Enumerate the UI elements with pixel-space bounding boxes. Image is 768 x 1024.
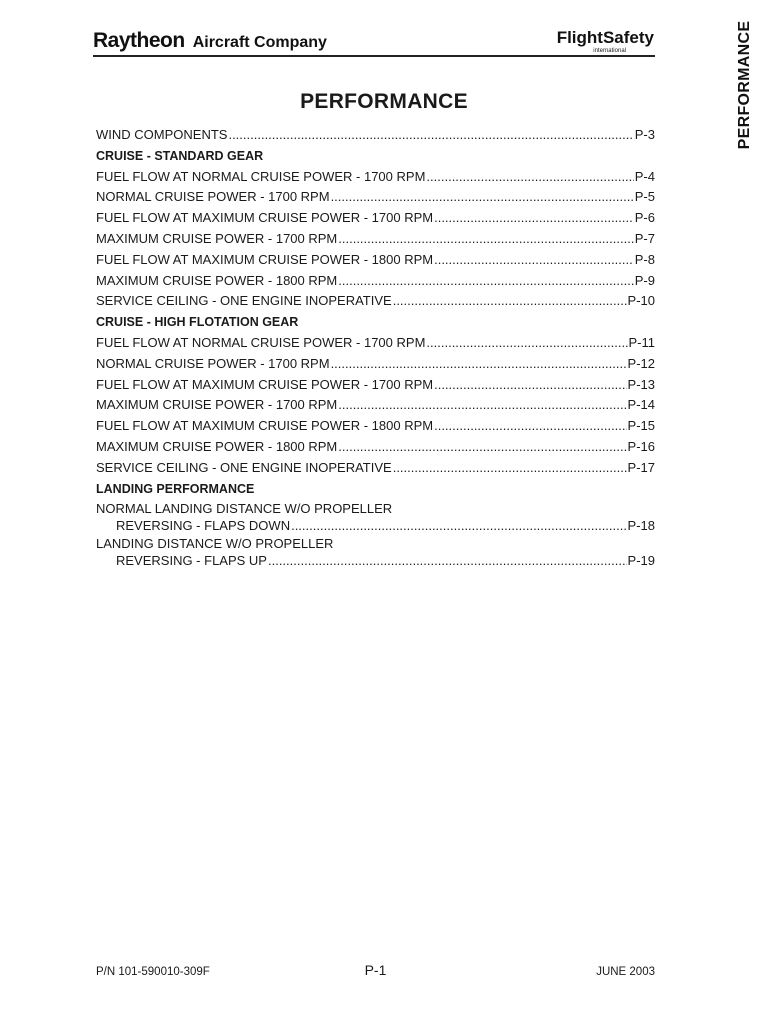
toc-entry-label-cont: REVERSING - FLAPS DOWN	[116, 518, 291, 534]
toc-entry-page: P-5	[634, 189, 655, 205]
toc-entry-page: P-15	[627, 418, 655, 434]
toc-entry-label: MAXIMUM CRUISE POWER - 1800 RPM	[96, 438, 338, 454]
toc-entry-label: FUEL FLOW AT MAXIMUM CRUISE POWER - 1700 RPM	[96, 376, 434, 392]
leader-dots	[338, 395, 626, 416]
toc-entry[interactable]	[96, 271, 655, 292]
toc-entry-label: NORMAL LANDING DISTANCE W/O PROPELLER	[96, 501, 393, 517]
toc-entry-page: P-18	[627, 518, 655, 534]
toc-entry-label: SERVICE CEILING - ONE ENGINE INOPERATIVE	[96, 293, 392, 309]
leader-dots	[338, 229, 634, 250]
toc-entry-label: FUEL FLOW AT NORMAL CRUISE POWER - 1700 RPM	[96, 334, 426, 350]
leader-dots	[291, 517, 626, 534]
toc-entry[interactable]	[96, 536, 655, 569]
toc-entry-label: MAXIMUM CRUISE POWER - 1800 RPM	[96, 272, 338, 288]
toc-entry[interactable]	[96, 187, 655, 208]
toc-entry-page: P-19	[627, 553, 655, 569]
toc-entry[interactable]	[96, 501, 655, 534]
brand-suffix: Aircraft Company	[192, 34, 327, 51]
brand-name: Raytheon	[93, 29, 185, 52]
toc-entry-page: P-13	[627, 376, 655, 392]
leader-dots	[268, 552, 627, 569]
toc-entry-label: LANDING DISTANCE W/O PROPELLER	[96, 536, 334, 552]
toc-entry-page: P-12	[627, 355, 655, 371]
toc-entry[interactable]	[96, 458, 655, 479]
toc-entry-label: MAXIMUM CRUISE POWER - 1700 RPM	[96, 397, 338, 413]
section-heading: CRUISE - STANDARD GEAR	[96, 148, 264, 163]
toc-entry-label: SERVICE CEILING - ONE ENGINE INOPERATIVE	[96, 459, 392, 475]
toc-entry-page: P-10	[627, 293, 655, 309]
leader-dots	[228, 125, 633, 146]
toc-entry-label-cont: REVERSING - FLAPS UP	[116, 553, 267, 569]
toc-entry-page: P-6	[634, 210, 655, 226]
toc-entry[interactable]	[96, 395, 655, 416]
partner-sub: international	[593, 48, 626, 54]
leader-dots	[331, 354, 627, 375]
toc-entry-page: P-8	[634, 251, 655, 267]
toc-entry-page: P-3	[634, 127, 655, 142]
toc-entry-page: P-7	[634, 230, 655, 246]
toc-entry-page: P-17	[627, 459, 655, 475]
toc-entry-page: P-14	[627, 397, 655, 413]
toc-entry[interactable]	[96, 229, 655, 250]
toc-entry-label: FUEL FLOW AT NORMAL CRUISE POWER - 1700 RPM	[96, 168, 426, 184]
toc-entry-page: P-9	[634, 272, 655, 288]
toc-entry-page: P-4	[634, 168, 655, 184]
toc-entry-label: MAXIMUM CRUISE POWER - 1700 RPM	[96, 230, 338, 246]
leader-dots	[338, 271, 634, 292]
toc-entry-page: P-11	[628, 334, 655, 350]
leader-dots	[434, 250, 634, 271]
toc-entry[interactable]	[96, 437, 655, 458]
toc-entry[interactable]	[96, 125, 655, 146]
side-tab	[730, 22, 760, 147]
side-tab-label: PERFORMANCE	[736, 20, 753, 149]
leader-dots	[434, 416, 626, 437]
leader-dots	[426, 167, 633, 188]
toc-entry-label: FUEL FLOW AT MAXIMUM CRUISE POWER - 1700 RPM	[96, 210, 434, 226]
leader-dots	[434, 375, 626, 396]
page-number: P-1	[364, 962, 387, 978]
leader-dots	[338, 437, 626, 458]
page-title: PERFORMANCE	[300, 90, 468, 113]
section-heading: LANDING PERFORMANCE	[96, 481, 255, 496]
toc-entry-label: WIND COMPONENTS	[96, 127, 228, 142]
table-of-contents	[96, 125, 655, 569]
flightsafety-logo	[556, 28, 654, 54]
toc-entry[interactable]	[96, 375, 655, 396]
toc-entry-page: P-16	[627, 438, 655, 454]
leader-dots	[393, 291, 627, 312]
section-heading: CRUISE - HIGH FLOTATION GEAR	[96, 315, 299, 330]
leader-dots	[331, 187, 634, 208]
revision-date: JUNE 2003	[596, 966, 655, 978]
leader-dots	[426, 333, 627, 354]
toc-entry[interactable]	[96, 250, 655, 271]
leader-dots	[434, 208, 634, 229]
header-rule	[93, 55, 655, 57]
toc-entry-label: NORMAL CRUISE POWER - 1700 RPM	[96, 355, 330, 371]
toc-entry-label: FUEL FLOW AT MAXIMUM CRUISE POWER - 1800 RPM	[96, 251, 434, 267]
toc-entry[interactable]	[96, 333, 655, 354]
toc-entry-label: FUEL FLOW AT MAXIMUM CRUISE POWER - 1800 RPM	[96, 418, 434, 434]
toc-entry[interactable]	[96, 167, 655, 188]
leader-dots	[393, 458, 627, 479]
partner-name: FlightSafety	[556, 28, 654, 47]
toc-entry[interactable]	[96, 416, 655, 437]
toc-entry[interactable]	[96, 354, 655, 375]
toc-entry[interactable]	[96, 291, 655, 312]
raytheon-logo	[93, 29, 327, 53]
page-footer	[96, 962, 655, 982]
part-number: P/N 101-590010-309F	[96, 966, 210, 978]
toc-entry-label: NORMAL CRUISE POWER - 1700 RPM	[96, 189, 330, 205]
toc-entry[interactable]	[96, 208, 655, 229]
